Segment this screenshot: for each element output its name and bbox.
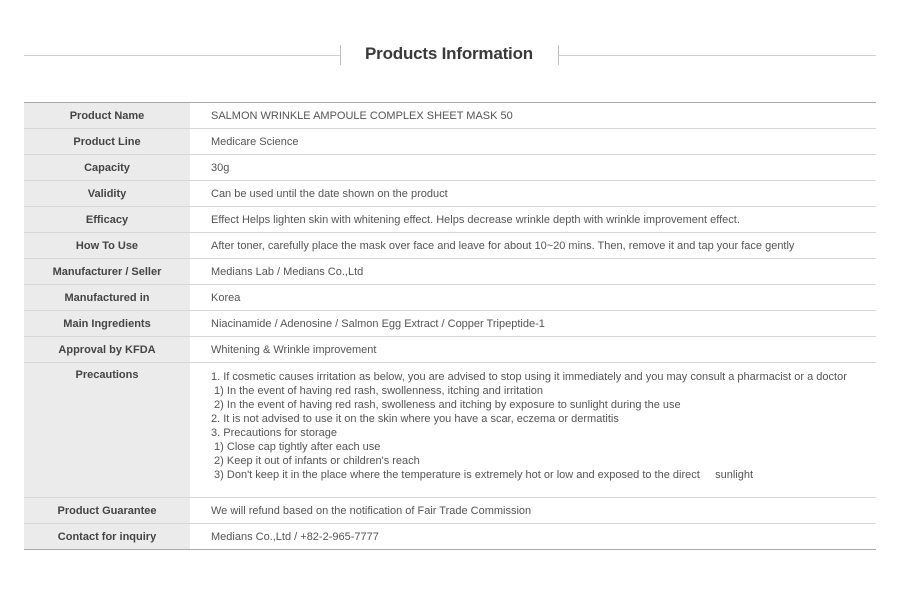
precaution-line: 1) In the event of having red rash, swollenness, itching and irritation bbox=[211, 385, 544, 397]
row-label: Capacity bbox=[24, 155, 190, 181]
section-header bbox=[24, 38, 876, 72]
product-info-table bbox=[24, 102, 876, 550]
row-label: Validity bbox=[24, 181, 190, 207]
precaution-line: 3) Don't keep it in the place where the temperature is extremely hot or low and exposed to the direct sunlight bbox=[211, 469, 754, 481]
table-row bbox=[24, 259, 876, 285]
row-value: 30g bbox=[190, 155, 876, 181]
table-row bbox=[24, 103, 876, 129]
row-value: Medians Lab / Medians Co.,Ltd bbox=[190, 259, 876, 285]
row-value: Niacinamide / Adenosine / Salmon Egg Extract / Copper Tripeptide-1 bbox=[190, 311, 876, 337]
row-value: Whitening & Wrinkle improvement bbox=[190, 337, 876, 363]
table-row bbox=[24, 524, 876, 550]
table-row bbox=[24, 337, 876, 363]
row-label: Product Line bbox=[24, 129, 190, 155]
precaution-line: 2. It is not advised to use it on the skin where you have a scar, eczema or dermatitis bbox=[211, 413, 619, 425]
row-label: How To Use bbox=[24, 233, 190, 259]
row-label: Contact for inquiry bbox=[24, 524, 190, 550]
row-label: Manufacturer / Seller bbox=[24, 259, 190, 285]
row-value: SALMON WRINKLE AMPOULE COMPLEX SHEET MASK 50 bbox=[190, 103, 876, 129]
row-label: Main Ingredients bbox=[24, 311, 190, 337]
precaution-line: 2) Keep it out of infants or children's reach bbox=[211, 455, 420, 467]
table-row-precautions bbox=[24, 363, 876, 498]
page-title: Products Information bbox=[365, 44, 533, 63]
precaution-line: 1) Close cap tightly after each use bbox=[211, 441, 381, 453]
table-row bbox=[24, 207, 876, 233]
precaution-line: 3. Precautions for storage bbox=[211, 427, 337, 439]
row-value: Korea bbox=[190, 285, 876, 311]
row-label: Manufactured in bbox=[24, 285, 190, 311]
row-label: Product Name bbox=[24, 103, 190, 129]
row-label: Precautions bbox=[24, 363, 190, 498]
header-rule-right bbox=[558, 55, 876, 56]
table-row bbox=[24, 181, 876, 207]
row-value: Can be used until the date shown on the product bbox=[190, 181, 876, 207]
table-row bbox=[24, 233, 876, 259]
precaution-line: 1. If cosmetic causes irritation as below, you are advised to stop using it immediately and you may consult a pharmacist or a doctor bbox=[211, 371, 847, 383]
row-label: Approval by KFDA bbox=[24, 337, 190, 363]
table-row bbox=[24, 129, 876, 155]
table-row bbox=[24, 498, 876, 524]
row-value: Effect Helps lighten skin with whitening effect. Helps decrease wrinkle depth with wrinkle improvement effect. bbox=[190, 207, 876, 233]
table-row bbox=[24, 155, 876, 181]
row-value: We will refund based on the notification of Fair Trade Commission bbox=[190, 498, 876, 524]
precaution-line: 2) In the event of having red rash, swolleness and itching by exposure to sunlight during the use bbox=[211, 399, 681, 411]
row-label: Product Guarantee bbox=[24, 498, 190, 524]
row-label: Efficacy bbox=[24, 207, 190, 233]
table-row bbox=[24, 285, 876, 311]
row-value: Medicare Science bbox=[190, 129, 876, 155]
row-value: Medians Co.,Ltd / +82-2-965-7777 bbox=[211, 530, 379, 543]
row-value: After toner, carefully place the mask over face and leave for about 10~20 mins. Then, remove it and tap your face gently bbox=[190, 233, 876, 259]
precautions-text bbox=[190, 363, 876, 498]
header-rule-left bbox=[24, 55, 340, 56]
table-row bbox=[24, 311, 876, 337]
